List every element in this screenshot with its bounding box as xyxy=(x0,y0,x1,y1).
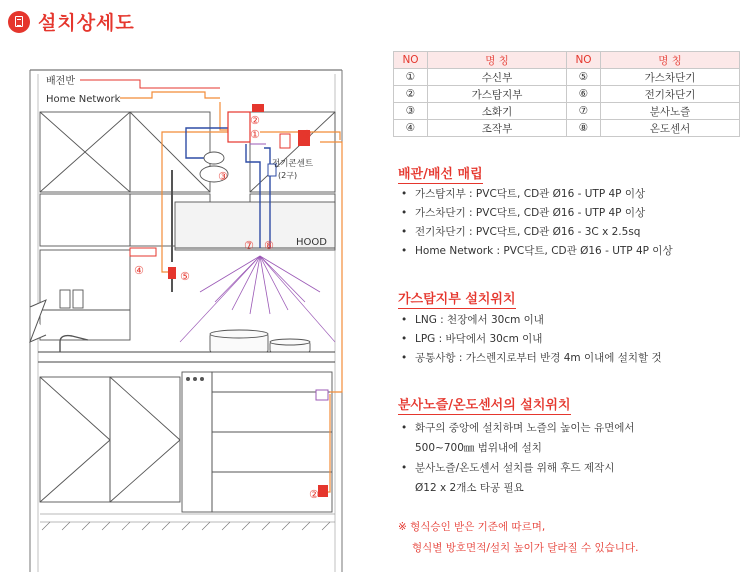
sensor-box xyxy=(316,390,328,400)
legend-no: ④ xyxy=(394,120,428,137)
footnote-line2: 형식별 방호면적/설치 높이가 달라질 수 있습니다. xyxy=(412,542,639,554)
legend-no: ⑤ xyxy=(567,69,601,86)
floor-detector xyxy=(318,485,328,497)
page-title: 설치상세도 xyxy=(38,12,135,34)
home-network-label: Home Network xyxy=(46,94,121,105)
outlet-sub-label: (2구) xyxy=(278,171,298,180)
outlet-label: 전기콘센트 xyxy=(272,159,314,169)
footnote-line1: ※ 형식승인 받은 기준에 따르며, xyxy=(398,521,546,533)
hood-label: HOOD xyxy=(296,237,327,248)
list-item: • 공통사항 : 가스렌지로부터 반경 4m 이내에 설치할 것 xyxy=(401,351,662,365)
section-heading-nozzle: 분사노즐/온도센서의 설치위치 xyxy=(398,394,571,415)
lower-cabinets xyxy=(40,372,332,512)
nozzle-item2-line2: Ø12 x 2개소 타공 필요 xyxy=(415,482,524,494)
cooktop-pots xyxy=(210,330,310,352)
list-item: • Home Network : PVC닥트, CD관 Ø16 - UTP 4P 이상 xyxy=(401,244,673,258)
gas-valve xyxy=(168,267,176,279)
marker-3: ③ xyxy=(218,170,228,183)
marker-2-floor: ② xyxy=(309,488,319,501)
legend-name: 전기차단기 xyxy=(601,86,740,103)
legend-name: 조작부 xyxy=(428,120,567,137)
legend-header-row xyxy=(394,52,740,69)
electric-breaker xyxy=(280,134,290,148)
legend-name: 소화기 xyxy=(428,103,567,120)
wiring-panel xyxy=(80,80,220,88)
document-icon xyxy=(8,11,30,33)
nozzle-item1-line2: 500~700㎜ 범위내에 설치 xyxy=(415,442,542,454)
wall-break-symbol xyxy=(30,300,46,342)
list-item xyxy=(401,418,635,458)
marker-8: ⑧ xyxy=(264,239,274,252)
legend-no: ⑧ xyxy=(567,120,601,137)
wiring-orange xyxy=(162,132,342,492)
marker-4: ④ xyxy=(134,264,144,277)
legend-header-name1: 명 칭 xyxy=(428,52,567,69)
legend-header-no2: NO xyxy=(567,52,601,69)
wiring-home-network xyxy=(120,92,228,130)
legend-no: ⑦ xyxy=(567,103,601,120)
gas-detector xyxy=(252,104,264,112)
page-header xyxy=(8,8,135,35)
countertop xyxy=(38,352,335,362)
marker-5: ⑤ xyxy=(180,270,190,283)
legend-no: ⑥ xyxy=(567,86,601,103)
legend-no: ③ xyxy=(394,103,428,120)
list-item: • LPG : 바닥에서 30cm 이내 xyxy=(401,332,662,346)
spray-cone xyxy=(180,256,335,342)
list-item: • 가스탐지부 : PVC닥트, CD관 Ø16 - UTP 4P 이상 xyxy=(401,187,673,201)
faucet xyxy=(60,336,88,352)
open-shelf xyxy=(40,250,130,340)
legend-no: ① xyxy=(394,69,428,86)
section-heading-piping: 배관/배선 매립 xyxy=(398,163,483,184)
legend-header-no1: NO xyxy=(394,52,428,69)
installation-drawing xyxy=(0,52,360,572)
list-item: • LNG : 천장에서 30cm 이내 xyxy=(401,313,662,327)
marker-1: ① xyxy=(250,128,260,141)
nozzle-item1-line1: 화구의 중앙에 설치하며 노즐의 높이는 유면에서 xyxy=(415,422,635,434)
section-heading-detector: 가스탐지부 설치위치 xyxy=(398,288,516,309)
legend-row xyxy=(394,86,740,103)
nozzle-list xyxy=(401,418,635,498)
legend-row xyxy=(394,120,740,137)
legend-no: ② xyxy=(394,86,428,103)
legend-name: 분사노즐 xyxy=(601,103,740,120)
oven-controls xyxy=(186,377,204,381)
marker-7: ⑦ xyxy=(244,239,254,252)
panel-label: 배전반 xyxy=(46,76,75,87)
control-unit xyxy=(130,248,156,256)
list-item xyxy=(401,458,635,498)
marker-2: ② xyxy=(250,114,260,127)
legend-name: 가스탐지부 xyxy=(428,86,567,103)
legend-name: 수신부 xyxy=(428,69,567,86)
legend-header-name2: 명 칭 xyxy=(601,52,740,69)
piping-list xyxy=(401,187,673,263)
marker-6: ⑥ xyxy=(302,128,312,141)
detector-list xyxy=(401,313,662,370)
legend-row xyxy=(394,103,740,120)
receiver-unit xyxy=(228,112,250,142)
list-item: • 가스차단기 : PVC닥트, CD관 Ø16 - UTP 4P 이상 xyxy=(401,206,673,220)
nozzle-item2-line1: 분사노즐/온도센서 설치를 위해 후드 제작시 xyxy=(415,462,615,474)
legend-row xyxy=(394,69,740,86)
footnote xyxy=(398,517,638,559)
legend-table xyxy=(393,51,740,137)
legend-name: 가스차단기 xyxy=(601,69,740,86)
floor-hatch xyxy=(40,514,335,530)
list-item: • 전기차단기 : PVC닥트, CD관 Ø16 - 3C x 2.5sq xyxy=(401,225,673,239)
legend-name: 온도센서 xyxy=(601,120,740,137)
